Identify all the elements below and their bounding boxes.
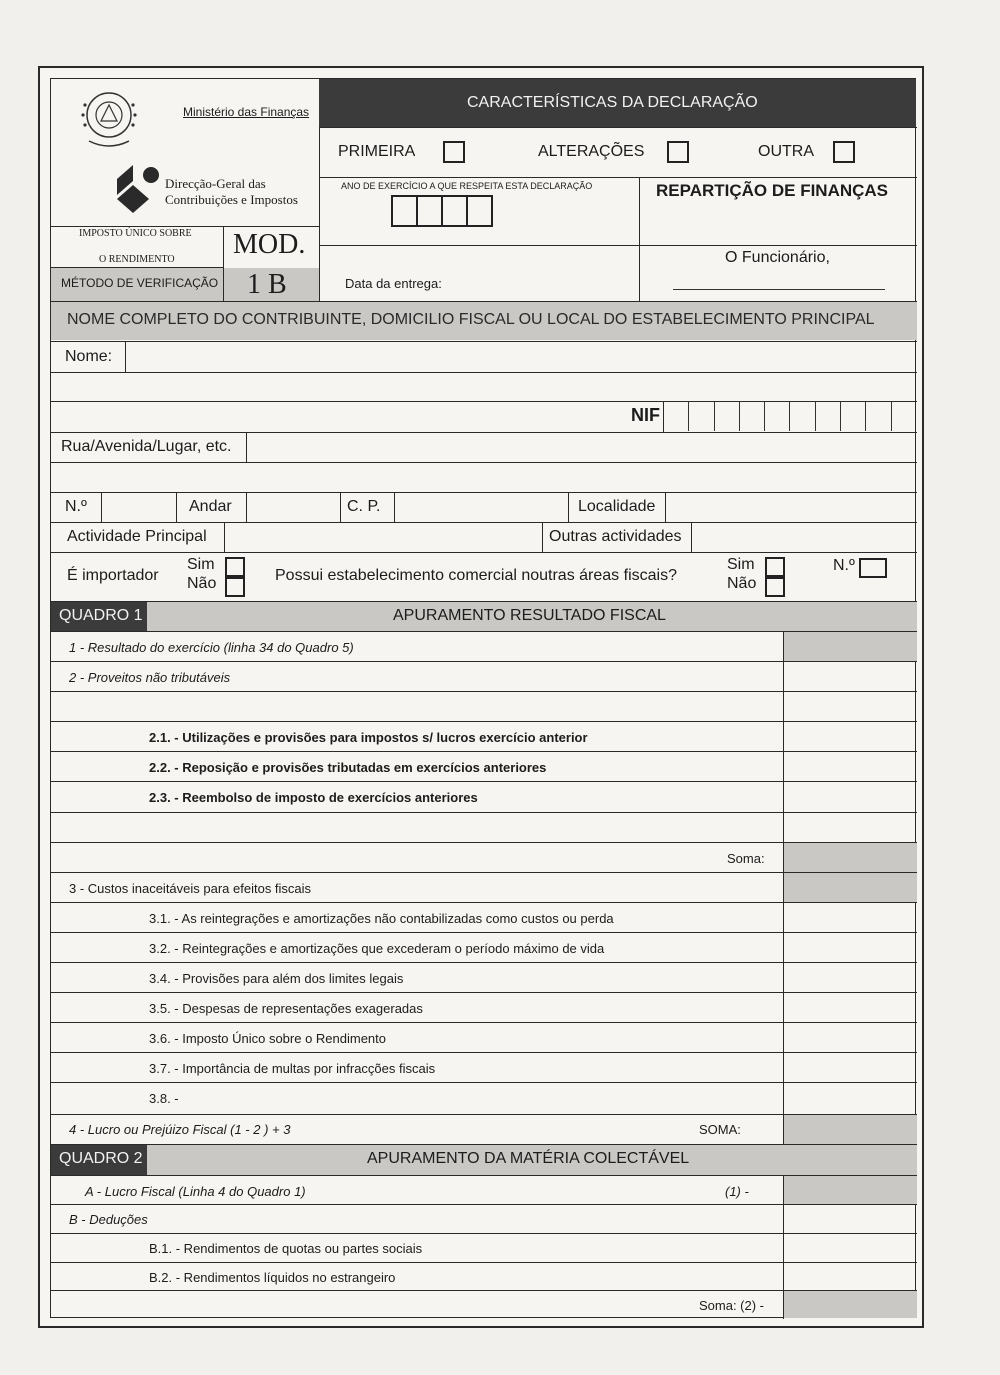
taxpayer-section-title: NOME COMPLETO DO CONTRIBUINTE, DOMICILIO FISCAL OU LOCAL DO ESTABELECIMENTO PRINCIPAL <box>67 311 875 328</box>
nome-input-continued[interactable] <box>51 373 917 401</box>
q1-row-3-6: 3.6. - Imposto Único sobre o Rendimento <box>149 1031 387 1046</box>
actividade-input[interactable] <box>225 523 542 551</box>
q2-row-a: A - Lucro Fiscal (Linha 4 do Quadro 1) <box>85 1184 306 1199</box>
tax-name-line2: O RENDIMENTO <box>99 254 175 265</box>
ano-label: ANO DE EXERCÍCIO A QUE RESPEITA ESTA DECLARAÇÃO <box>341 181 593 191</box>
q1-row-3-4: 3.4. - Provisões para além dos limites legais <box>149 971 404 986</box>
q1-row-3-2-value[interactable] <box>784 933 917 962</box>
q1-row-3-7-value[interactable] <box>784 1053 917 1082</box>
cp-label: C. P. <box>347 498 381 515</box>
quadro2-label: QUADRO 2 <box>59 1150 143 1167</box>
q1-row-2-2: 2.2. - Reposição e provisões tributadas em exercícios anteriores <box>149 760 547 775</box>
q1-row-3-6-value[interactable] <box>784 1023 917 1052</box>
q1-row-3-4-value[interactable] <box>784 963 917 992</box>
possui-sim-label: Sim <box>727 556 755 573</box>
q1-soma-caps-label: SOMA: <box>699 1122 741 1137</box>
possui-sim-checkbox[interactable] <box>765 557 785 577</box>
outra-label: OUTRA <box>758 143 814 160</box>
nome-label: Nome: <box>65 348 113 365</box>
q1-row-2-3-value[interactable] <box>784 782 917 811</box>
rua-label: Rua/Avenida/Lugar, etc. <box>61 438 232 455</box>
q1-row-3-5: 3.5. - Despesas de representações exageradas <box>149 1001 423 1016</box>
q1-row-3-8-value[interactable] <box>784 1083 917 1114</box>
establishment-number-input[interactable] <box>859 558 887 578</box>
q2-row-a-value[interactable] <box>784 1176 917 1204</box>
rua-input[interactable] <box>247 433 916 461</box>
alteracoes-checkbox[interactable] <box>667 141 689 163</box>
data-entrega-label: Data da entrega: <box>345 276 442 291</box>
q1-row-2-1: 2.1. - Utilizações e provisões para impostos s/ lucros exercício anterior <box>149 730 588 745</box>
q2-soma-label: Soma: (2) - <box>699 1298 765 1313</box>
numero-input[interactable] <box>102 493 176 521</box>
possui-nao-label: Não <box>727 575 757 592</box>
method-label: MÉTODO DE VERIFICAÇÃO <box>61 276 219 290</box>
funcionario-signature-line[interactable] <box>673 289 885 290</box>
q1-row-2: 2 - Proveitos não tributáveis <box>69 670 231 685</box>
q1-row-1: 1 - Resultado do exercício (linha 34 do Quadro 5) <box>69 640 354 655</box>
primeira-checkbox[interactable] <box>443 141 465 163</box>
q1-row-2-1-value[interactable] <box>784 722 917 751</box>
q2-row-b2-value[interactable] <box>784 1263 917 1290</box>
andar-input[interactable] <box>247 493 340 521</box>
q1-row-4: 4 - Lucro ou Prejúizo Fiscal (1 - 2 ) + 3 <box>69 1122 291 1137</box>
q1-row-3-2: 3.2. - Reintegrações e amortizações que excederam o período máximo de vida <box>149 941 605 956</box>
coat-of-arms-icon <box>71 85 147 155</box>
q2-row-b2: B.2. - Rendimentos líquidos no estrangeiro <box>149 1270 396 1285</box>
cp-input[interactable] <box>395 493 568 521</box>
q1-row-3: 3 - Custos inaceitáveis para efeitos fiscais <box>69 881 312 896</box>
quadro1-label: QUADRO 1 <box>59 607 143 624</box>
outras-input[interactable] <box>692 523 916 551</box>
possui-question: Possui estabelecimento comercial noutras áreas fiscais? <box>275 567 677 584</box>
ano-input[interactable] <box>391 195 493 227</box>
importador-label: É importador <box>67 567 159 584</box>
characteristics-title: CARACTERÍSTICAS DA DECLARAÇÃO <box>467 94 758 111</box>
funcionario-label: O Funcionário, <box>725 249 830 266</box>
numero-label: N.º <box>65 498 87 515</box>
dgci-logo-icon <box>113 161 161 217</box>
localidade-input[interactable] <box>666 493 916 521</box>
q1-row-3-5-value[interactable] <box>784 993 917 1022</box>
q1-row-3-1-value[interactable] <box>784 903 917 932</box>
rua-input-continued[interactable] <box>51 463 917 492</box>
q2-row-b1: B.1. - Rendimentos de quotas ou partes sociais <box>149 1241 423 1256</box>
q1-soma-label: Soma: <box>727 851 765 866</box>
q1-row-3-8: 3.8. - <box>149 1091 179 1106</box>
alteracoes-label: ALTERAÇÕES <box>538 143 645 160</box>
possui-nao-checkbox[interactable] <box>765 577 785 597</box>
tax-name-line1: IMPOSTO ÚNICO SOBRE <box>79 228 192 239</box>
nome-input[interactable] <box>126 342 916 371</box>
quadro1-title: APURAMENTO RESULTADO FISCAL <box>393 607 666 624</box>
q1-row-3-7: 3.7. - Importância de multas por infracções fiscais <box>149 1061 436 1076</box>
andar-label: Andar <box>189 498 232 515</box>
q1-row-2-2-value[interactable] <box>784 752 917 781</box>
mod-number: 1 B <box>247 269 287 300</box>
q2-row-b1-value[interactable] <box>784 1234 917 1262</box>
q1-row-1-value[interactable] <box>784 632 917 661</box>
reparticao-title: REPARTIÇÃO DE FINANÇAS <box>656 181 889 200</box>
quadro2-title: APURAMENTO DA MATÉRIA COLECTÁVEL <box>367 1150 690 1167</box>
form-frame <box>38 66 924 1328</box>
q1-row-3-1: 3.1. - As reintegrações e amortizações não contabilizadas como custos ou perda <box>149 911 614 926</box>
dept-name-line1: Direcção-Geral das <box>165 176 266 191</box>
form-inner <box>50 78 916 1318</box>
dept-name-line2: Contribuições e Impostos <box>165 192 298 207</box>
importador-sim-label: Sim <box>187 556 215 573</box>
nif-label: NIF <box>631 405 660 425</box>
importador-sim-checkbox[interactable] <box>225 557 245 577</box>
primeira-label: PRIMEIRA <box>338 143 416 160</box>
importador-nao-label: Não <box>187 575 217 592</box>
establishment-number-label: N.º <box>833 557 855 574</box>
nif-input[interactable] <box>664 402 916 431</box>
outra-checkbox[interactable] <box>833 141 855 163</box>
q2-row-a-ref: (1) - <box>725 1184 749 1199</box>
mod-label: MOD. <box>233 229 306 260</box>
q1-row-2-3: 2.3. - Reembolso de imposto de exercícios anteriores <box>149 790 478 805</box>
importador-nao-checkbox[interactable] <box>225 577 245 597</box>
actividade-label: Actividade Principal <box>67 528 207 545</box>
q2-row-b: B - Deduções <box>69 1212 148 1227</box>
ministry-name: Ministério das Finanças <box>183 105 310 119</box>
outras-label: Outras actividades <box>549 528 682 545</box>
localidade-label: Localidade <box>578 498 656 515</box>
